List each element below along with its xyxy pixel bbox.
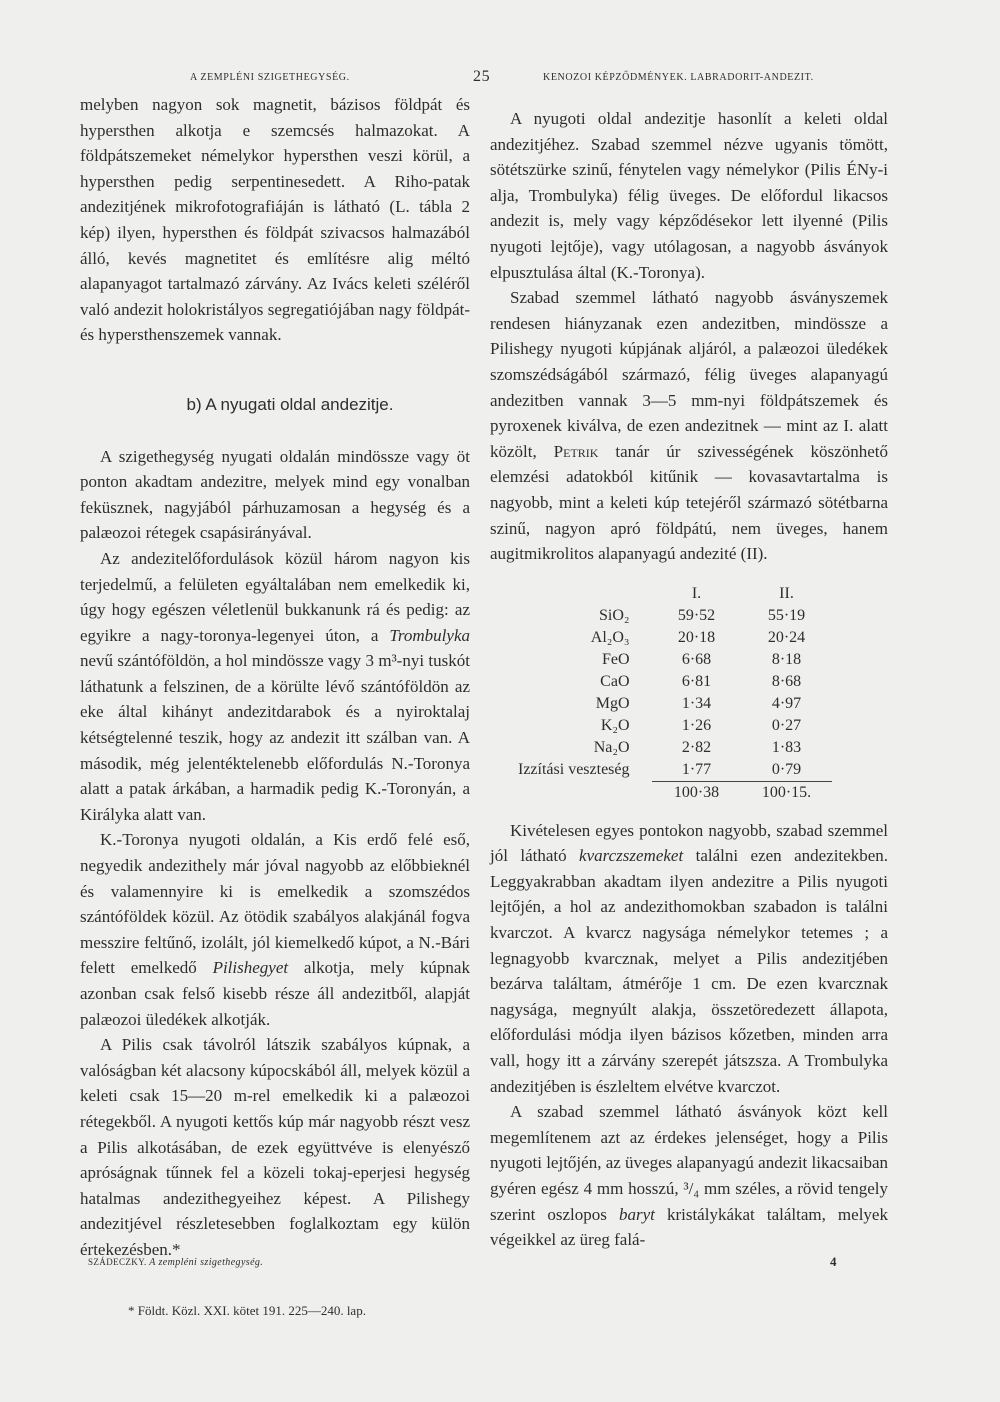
text-run: találni ezen andezitekben. Leggyakrabban akadtam ilyen andezitre a Pilis nyugoti lejtőjén, a hol az andezithomokban szabadon is találni kvarczot. A kvarcz nagysága némelykor tetemes ; a legnagyobb kvarcznak, melyet a Pilis andezitjében bezárva találtam, átmérője 1 cm. De ezen kvarcznak nagysága, megnyúlt alakja, összetöredezett állapota, előfordulási módja ilyen bázisos kőzetben, minden arra vall, hogy itt a zárvány szerepét játszsza. A Trombulyka andezitjében is észleltem elvétve kvarczot. <box>490 846 888 1096</box>
text-run: Az andezitelőfordulások közül három nagyon kis terjedelmű, a felületen egyáltalában nem emelkedik ki, úgy hogy egészen véletlenül bukkanunk rá és pedig: az egyikre a nagy-toronya-legenyei úton, a <box>80 548 470 645</box>
cell-value: 2·82 <box>681 738 712 756</box>
cell-value: 0·79 <box>771 760 802 778</box>
text-run: tanár úr szivességének köszönhető elemzési adatokból kitűnik — kovasavtartalma is nagyobb, mint a keleti kúp tetejéről származó sötétbarna szinű, nagyon apró földpátú, nem üveges, hanem augitmikrolitos alapanyagú andezité (II). <box>490 441 888 564</box>
paragraph <box>80 827 470 1032</box>
left-column <box>80 92 470 1321</box>
row-label: SiO₂ <box>599 606 630 624</box>
cell-value: 6·81 <box>681 672 712 690</box>
table-row <box>508 737 832 759</box>
section-heading: b) A nyugati oldal andezitje. <box>186 394 394 414</box>
term-italic: kvarczszemeket <box>579 846 684 866</box>
signature-author: SZÁDECZKY. <box>88 1257 147 1267</box>
paragraph <box>490 1099 888 1253</box>
row-label: Al₂O₃ <box>590 628 630 646</box>
row-label: CaO <box>600 672 630 690</box>
text-run: nevű szántóföldön, a hol mindössze vagy 3 m³-nyi tuskót láthatunk a felszinen, de a körülte lévő szántóföldön az eke által kihányt andezitdarabok és a nyiroktalaj kétségtelenné teszik, hogy az andezit itt szálban van. A második, még jelentéktelenebb előfordulás N.-Toronya alatt a patak árkában, a harmadik pedig K.-Toronyán, a Királyka alatt van. <box>80 651 470 824</box>
footnote: * Földt. Közl. XXI. kötet 191. 225—240. lap. <box>128 1302 366 1318</box>
paragraph: A Pilis csak távolról látszik szabályos kúpnak, a valóságban két alacsony kúpocskából áll, melyek közül a keleti csak 15—20 m-rel emelkedik ki a palæozoi rétegekből. A nyugoti kettős kúp már nagyobb részt vesz a Pilis alkotásában, de ezek együttvéve is elenyésző apróságnak tűnnek fel a közeli tokaj-eperjesi hegység hatalmas andezithegyeihez képest. A Pilishegy andezitjével részletesebben foglalkoztam egy külön értekezésben.* <box>80 1035 470 1259</box>
term-italic: baryt <box>618 1204 655 1224</box>
place-name-italic: Trombulyka <box>389 625 470 645</box>
row-label: MgO <box>595 694 630 712</box>
cell-value: 0·27 <box>771 716 802 734</box>
cell-value: 59·52 <box>677 606 716 624</box>
paragraph: A nyugoti oldal andezitje hasonlít a keleti oldal andezitjéhez. Szabad szemmel nézve ugyanis tömött, sötétszürke szinű, fénytelen vagy némelykor (Pilis ÉNy-i alja, Trombulyka) félig üveges. De előfordul likacsos andezit is, mely vagy képződésekor lett ilyenné (Pilis nyugoti lejtője), vagy utólagosan, a nagyobb ásványok elpusztulása által (K.-Toronya). <box>490 109 888 282</box>
cell-value: 20·24 <box>767 628 806 646</box>
right-column <box>490 106 888 1253</box>
text-run: K.-Toronya nyugoti oldalán, a Kis erdő felé eső, negyedik andezithely már jóval nagyobb az előbbieknél és valamennyire ki is emelkedik a szomszédos szántóföldek közül. Az ötödik szabályos alakjánál fogva messzire feltűnő, izolált, jól kiemelkedő kúpot, a N.-Bári felett emelkedő <box>80 830 470 978</box>
place-name-italic: Pilishegyet <box>212 958 289 978</box>
total-value: 100·15. <box>742 781 832 804</box>
cell-value: 8·18 <box>771 650 802 668</box>
row-label: FeO <box>601 650 630 668</box>
column-header: I. <box>691 584 702 602</box>
paragraph <box>490 285 888 567</box>
cell-value: 6·68 <box>681 650 712 668</box>
signature-title: A zempléni szigethegység. <box>149 1257 264 1268</box>
running-header-left: A ZEMPLÉNI SZIGETHEGYSÉG. <box>190 72 350 83</box>
column-header: II. <box>779 584 794 602</box>
paragraph <box>80 546 470 828</box>
paragraph <box>490 818 888 1100</box>
running-header-right: KENOZOI KÉPZŐDMÉNYEK. LABRADORIT-ANDEZIT. <box>543 72 814 83</box>
page-number: 25 <box>473 68 491 85</box>
table-row <box>508 759 832 782</box>
person-name-smallcaps: Petrik <box>553 441 599 461</box>
table-header-row <box>508 583 832 605</box>
paragraph: A szigethegység nyugati oldalán mindössze vagy öt ponton akadtam andezitre, melyek mind egy vonalban feküsznek, nagyjából párhuzamosan a hegység és a palæozoi rétegek csapásirányával. <box>80 446 470 543</box>
table-row <box>508 649 832 671</box>
cell-value: 55·19 <box>767 606 806 624</box>
row-label: K₂O <box>600 716 630 734</box>
table-corner <box>508 781 652 804</box>
sheet-number: 4 <box>830 1254 837 1269</box>
chemical-analysis-table <box>508 583 832 804</box>
row-label: Izzítási veszteség <box>518 760 630 778</box>
cell-value: 1·77 <box>681 760 712 778</box>
text-run: Szabad szemmel látható nagyobb ásványszemek rendesen hiányzanak ezen andezitben, mindössze a Pilishegy nyugoti kúpjának aljáról, a palæozoi üledékek szomszédságából származó, félig üveges alapanyagú andezitben vannak 3—5 mm-nyi földpátszemek és pyroxenek kiválva, de ezen andezitnek — mint az I. alatt közölt, <box>490 288 888 461</box>
table-row <box>508 605 832 627</box>
text-run: A szabad szemmel látható ásványok közt kell megemlítenem azt az érdekes jelenséget, hogy a Pilis nyugoti lejtőjén, az üveges alapanyagú andezit likacsaiban gyéren egész 4 mm hosszú, ³/₄ mm széles, a rövid tengely szerint oszlopos <box>490 1102 888 1224</box>
text-run: alkotja, mely kúpnak azonban csak felső kisebb része áll andezitből, alapját palæozoi üledékek alkotják. <box>80 958 470 1029</box>
cell-value: 1·26 <box>681 716 712 734</box>
signature-line <box>88 1257 263 1268</box>
table-row <box>508 627 832 649</box>
table-corner <box>508 583 652 605</box>
paragraph: melyben nagyon sok magnetit, bázisos földpát és hypersthen alkotja e szemcsés halmazokat. A földpátszemeket némelykor hypersthen veszi körül, a hypersthen pedig serpentinesedett. A Riho-patak andezitjének mikrofotografiáján is látható (L. tábla 2 kép) ilyen, hypersthen és földpát szivacsos halmazából álló, kevés magnetitet és említésre alig méltó alapanyagot tartalmazó zárvány. Az Ivács keleti széléről való andezit holokristályos segregatiójában nagy földpát- és hypersthenszemek vannak. <box>80 95 470 345</box>
table-row <box>508 671 832 693</box>
total-value: 100·38 <box>652 781 742 804</box>
table-total-row <box>508 781 832 804</box>
cell-value: 1·34 <box>681 694 712 712</box>
cell-value: 8·68 <box>771 672 802 690</box>
cell-value: 4·97 <box>771 694 802 712</box>
text-run: kristálykákat találtam, melyek végeikkel az üreg falá- <box>490 1204 888 1250</box>
cell-value: 20·18 <box>677 628 716 646</box>
table-row <box>508 715 832 737</box>
cell-value: 1·83 <box>771 738 802 756</box>
text-run: Kivételesen egyes pontokon nagyobb, szabad szemmel jól látható <box>490 820 888 866</box>
row-label: Na₂O <box>593 738 630 756</box>
table-row <box>508 693 832 715</box>
